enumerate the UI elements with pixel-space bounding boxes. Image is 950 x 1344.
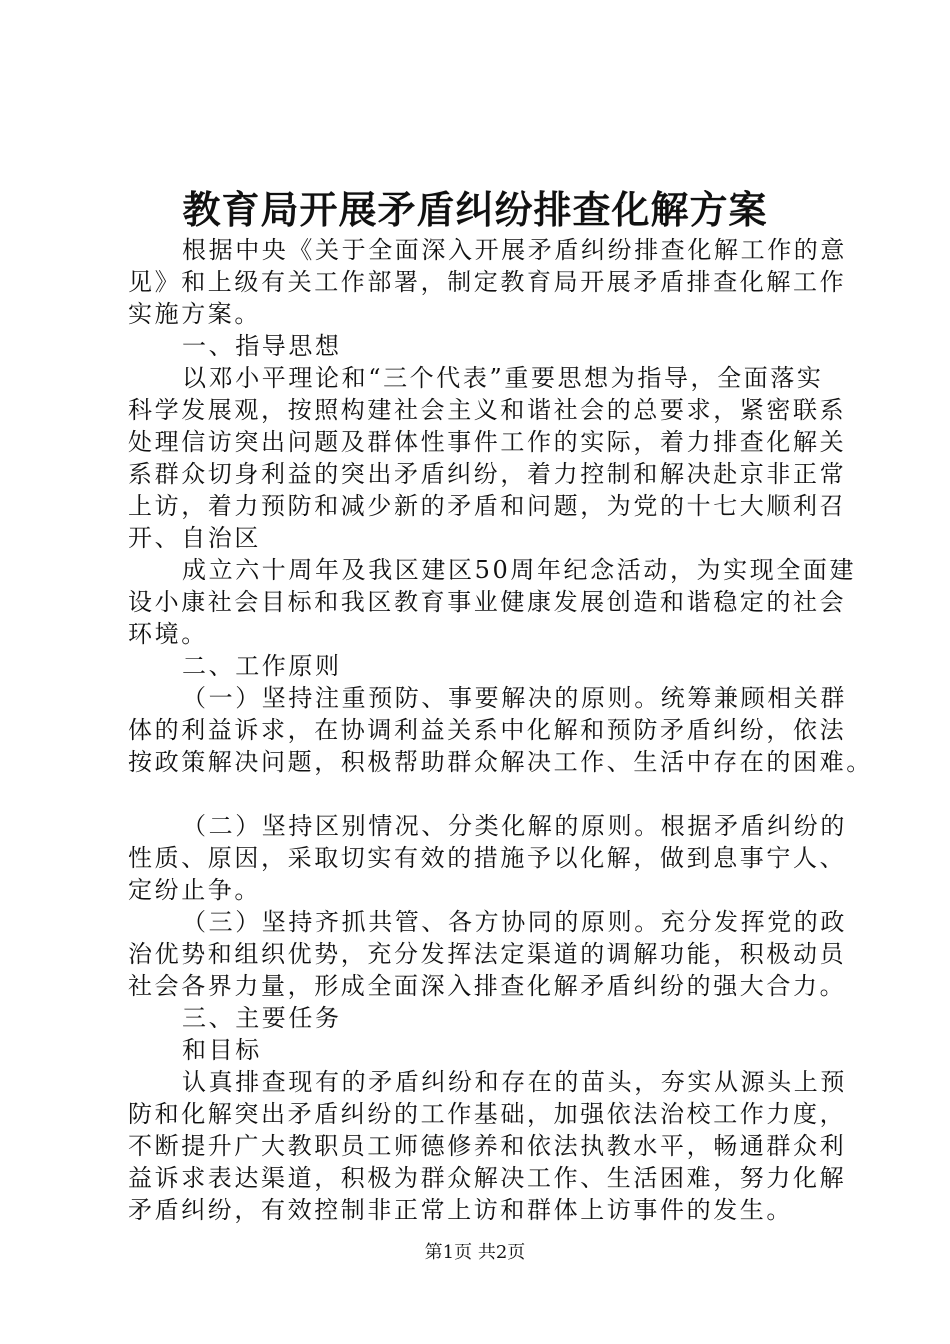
section-heading: 三、主要任务 [182,1004,342,1032]
body-line: 认真排查现有的矛盾纠纷和存在的苗头，夯实从源头上预 [182,1068,847,1096]
body-line: 以邓小平理论和“三个代表”重要思想为指导，全面落实 [182,364,824,392]
body-line: 处理信访突出问题及群体性事件工作的实际，着力排查化解关 [128,428,847,456]
body-line: 开、自治区 [128,524,261,552]
body-line: 见》和上级有关工作部署，制定教育局开展矛盾排查化解工作 [128,268,847,296]
body-line: 和目标 [182,1036,262,1064]
body-line: 按政策解决问题，积极帮助群众解决工作、生活中存在的困难。 [128,748,873,776]
body-line: （三）坚持齐抓共管、各方协同的原则。充分发挥党的政 [182,908,847,936]
body-line: 定纷止争。 [128,876,261,904]
page-footer: 第1页 共2页 [424,1242,526,1263]
body-line: 治优势和组织优势，充分发挥法定渠道的调解功能，积极动员 [128,940,847,968]
body-line: 根据中央《关于全面深入开展矛盾纠纷排查化解工作的意 [182,236,847,264]
body-line: 设小康社会目标和我区教育事业健康发展创造和谐稳定的社会 [128,588,847,616]
body-line: 环境。 [128,620,208,648]
body-line: （二）坚持区别情况、分类化解的原则。根据矛盾纠纷的 [182,812,847,840]
body-line: 性质、原因，采取切实有效的措施予以化解，做到息事宁人、 [128,844,847,872]
section-heading: 一、指导思想 [182,332,342,360]
section-heading: 二、工作原则 [182,652,342,680]
body-line: 防和化解突出矛盾纠纷的工作基础，加强依法治校工作力度， [128,1100,847,1128]
body-line: 上访，着力预防和减少新的矛盾和问题，为党的十七大顺利召 [128,492,847,520]
body-line: 社会各界力量，形成全面深入排查化解矛盾纠纷的强大合力。 [128,972,847,1000]
body-line: 系群众切身利益的突出矛盾纠纷，着力控制和解决赴京非正常 [128,460,847,488]
body-line: 科学发展观，按照构建社会主义和谐社会的总要求，紧密联系 [128,396,847,424]
body-line: 益诉求表达渠道，积极为群众解决工作、生活困难，努力化解 [128,1164,847,1192]
body-line: （一）坚持注重预防、事要解决的原则。统筹兼顾相关群 [182,684,847,712]
document-title: 教育局开展矛盾纠纷排查化解方案 [182,187,768,232]
body-line: 矛盾纠纷，有效控制非正常上访和群体上访事件的发生。 [128,1196,793,1224]
body-line: 实施方案。 [128,300,261,328]
body-line: 成立六十周年及我区建区50周年纪念活动，为实现全面建 [182,556,857,584]
body-line: 体的利益诉求，在协调利益关系中化解和预防矛盾纠纷，依法 [128,716,847,744]
body-line: 不断提升广大教职员工师德修养和依法执教水平，畅通群众利 [128,1132,847,1160]
